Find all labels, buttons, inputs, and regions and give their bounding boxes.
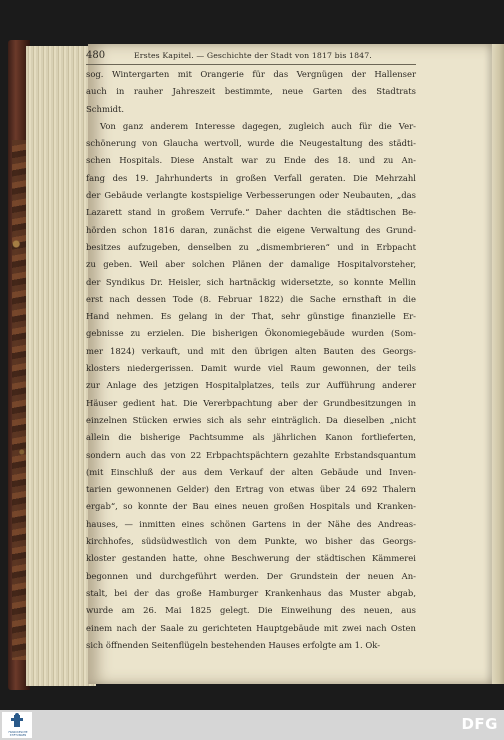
text-line: Häuser gedient hat. Die Vererbpachtung aber der Grundbesitzungen in (86, 397, 416, 408)
running-title: Erstes Kapitel. — Geschichte der Stadt von 1817 bis 1847. (134, 51, 372, 60)
running-header (86, 50, 416, 65)
text-line: besitzes aufzugeben, denselben zu „dismembrieren“ und in Erbpacht (86, 241, 416, 252)
text-line: sondern auch das von 22 Erbpachtspächtern gezahlte Erbstandsquantum (86, 449, 416, 460)
text-line: (mit Einschluß der aus dem Verkauf der alten Gebäude und Inven- (86, 466, 416, 477)
text-line: einzelnen Stücken erwies sich als sehr einträglich. Da dieselben „nicht (86, 414, 416, 425)
library-emblem-icon (2, 712, 32, 732)
text-line: Von ganz anderem Interesse dagegen, zugleich auch für die Ver- (100, 120, 416, 131)
viewer-footer-bar (0, 710, 504, 740)
text-line: Lazarett stand in großem Verrufe.“ Daher dachten die städtischen Be- (86, 207, 416, 218)
text-line: klosters niedergerissen. Damit wurde viel Raum gewonnen, der teils (86, 363, 416, 374)
text-line: wurde am 26. Mai 1825 gelegt. Die Einweihung des neuen, aus (86, 605, 416, 616)
marbled-edge (12, 140, 26, 660)
text-line: hauses, — inmitten eines schönen Gartens in der Nähe des Andreas- (86, 518, 416, 529)
text-line: erst nach dessen Tode (8. Februar 1822) die Sache ernsthaft in die (86, 293, 416, 304)
text-line: zur Anlage des jetzigen Hospitalplatzes, teils zur Aufführung anderer (86, 380, 416, 391)
text-line: der Syndikus Dr. Heisler, sich hartnäckig widersetzte, so konnte Mellin (86, 276, 416, 287)
text-line: sog. Wintergarten mit Orangerie für das Vergnügen der Hallenser (86, 69, 416, 79)
text-line: kloster gestanden hatte, ohne Beschwerung der städtischen Kämmerei (86, 553, 416, 564)
body-text (86, 66, 416, 654)
page-edge (492, 44, 504, 684)
text-line: allein die bisherige Pachtsumme als jährlichen Kanon fortlieferten, (86, 432, 416, 443)
text-line: gebnisse zu erzielen. Die bisherigen Ökonomiegebäude wurden (Som- (86, 328, 416, 339)
text-line: begonnen und durchgeführt werden. Der Grundstein der neuen An- (86, 570, 416, 581)
text-line: schönerung von Glaucha wertvoll, wurde die Neugestaltung des städti- (86, 138, 416, 149)
text-line: mer 1824) verkauft, und mit den übrigen alten Bauten des Georgs- (86, 345, 416, 356)
text-line: sich öffnenden Seitenflügeln bestehenden Hauses erfolgte am 1. Ok- (86, 639, 381, 650)
text-line: schen Hospitals. Diese Anstalt war zu Ende des 18. und zu An- (86, 155, 416, 166)
text-line: tarien gewonnenen Gelder) den Ertrag von etwas über 24 692 Thalern (86, 484, 416, 495)
text-line: Hand nehmen. Es gelang in der That, sehr günstige finanzielle Er- (86, 311, 416, 322)
dfg-logo[interactable]: DFG (461, 715, 498, 733)
page-number: 480 (86, 50, 106, 61)
text-line: stalt, bei der das große Hamburger Krankenhaus das Muster abgab, (86, 587, 416, 598)
library-logo-text: FRANCKESCHE STIFTUNGEN (8, 731, 28, 737)
library-logo[interactable] (2, 712, 32, 738)
text-line: hörden schon 1816 daran, zunächst die eigene Verwaltung des Grund- (86, 224, 416, 235)
text-line: zu geben. Weil aber solchen Plänen der damalige Hospitalvorsteher, (86, 259, 416, 270)
text-line: ergab“, so konnte der Bau eines neuen großen Hospitals und Kranken- (86, 501, 416, 512)
text-line: fang des 19. Jahrhunderts in großen Verfall geraten. Die Mehrzahl (86, 172, 416, 183)
text-line: einem nach der Saale zu gerichteten Hauptgebäude mit zwei nach Osten (86, 622, 416, 633)
text-line: kirchhofes, südsüdwestlich von dem Punkte, wo bisher das Georgs- (86, 536, 416, 547)
text-line: der Gebäude verlangte kostspielige Verbesserungen oder Neubauten, „das (86, 190, 416, 201)
text-line: Schmidt. (86, 103, 125, 114)
text-line: auch in rauher Jahreszeit bestimmte, neue Garten des Stadtrats (86, 86, 416, 97)
